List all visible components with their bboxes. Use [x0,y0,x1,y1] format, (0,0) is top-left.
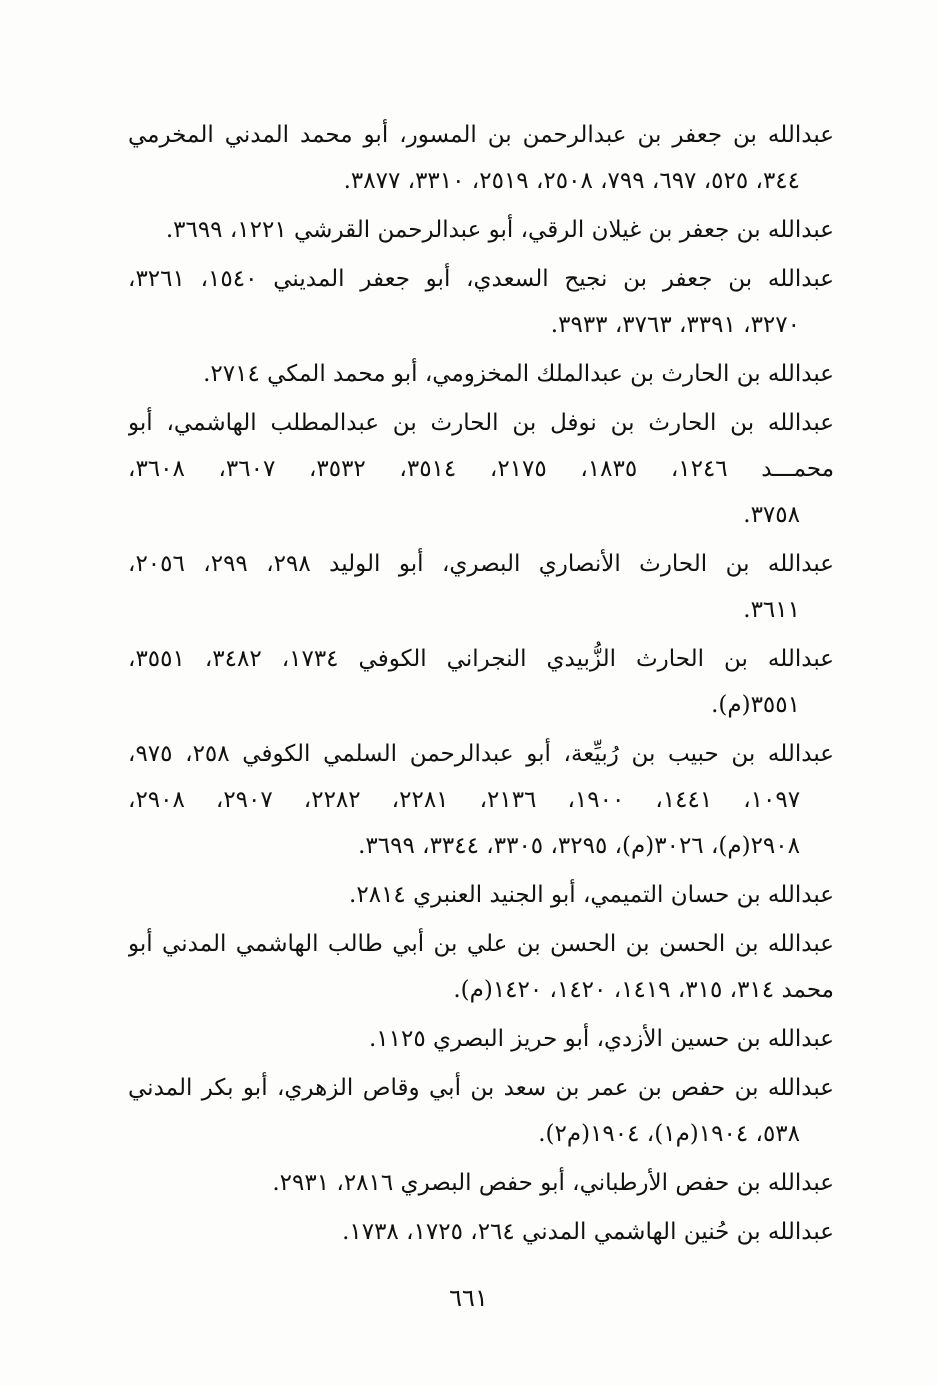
entry-line: عبدالله بن الحارث بن عبدالملك المخزومي، أبو محمد المكي ٢٧١٤. [203,361,834,387]
entry-line: عبدالله بن حفص الأرطباني، أبو حفص البصري ٢٨١٦، ٢٩٣١. [272,1170,834,1196]
narrator-index-list [128,112,834,1258]
entry-line: عبدالله بن الحارث الأنصاري البصري، أبو الوليد ٢٩٨، ٢٩٩، ٢٠٥٦، [128,551,834,577]
index-entry [128,1209,834,1255]
entry-line: عبدالله بن جعفر بن غيلان الرقي، أبو عبدالرحمن القرشي ١٢٢١، ٣٦٩٩. [165,217,834,243]
entry-line-continued: ٣٥٥١(م). [711,692,800,718]
entry-line-continued: ١٠٩٧، ١٤٤١، ١٩٠٠، ٢١٣٦، ٢٢٨١، ٢٢٨٢، ٢٩٠٧، ٢٩٠٨، [128,787,801,813]
entry-line: عبدالله بن حسان التميمي، أبو الجنيد العنبري ٢٨١٤. [349,882,834,908]
entry-line-continued: ٣٦١١. [743,597,800,623]
entry-line-continued: ٣٢٧٠، ٣٣٩١، ٣٧٦٣، ٣٩٣٣. [550,312,800,338]
index-entry [128,112,834,204]
index-entry [128,541,834,633]
entry-line: عبدالله بن حفص بن عمر بن سعد بن أبي وقاص الزهري، أبو بكر المدني [128,1075,834,1101]
entry-line: عبدالله بن حبيب بن رُبيِّعة، أبو عبدالرحمن السلمي الكوفي ٢٥٨، ٩٧٥، [128,741,834,767]
entry-line: عبدالله بن حسين الأزدي، أبو حريز البصري ١١٢٥. [368,1026,834,1052]
entry-line: عبدالله بن جعفر بن عبدالرحمن بن المسور، أبو محمد المدني المخرمي [128,122,834,148]
index-entry [128,872,834,918]
page-number: ٦٦١ [449,1284,488,1312]
index-entry [128,351,834,397]
entry-line-continued: ٣٤٤، ٥٢٥، ٦٩٧، ٧٩٩، ٢٥٠٨، ٢٥١٩، ٣٣١٠، ٣٨٧٧. [343,168,800,194]
index-entry [128,256,834,348]
entry-line: محمـــد ١٢٤٦، ١٨٣٥، ٢١٧٥، ٣٥١٤، ٣٥٣٢، ٣٦٠٧، ٣٦٠٨، [128,456,834,482]
index-entry [128,400,834,538]
index-entry [128,1160,834,1206]
entry-line-continued: محمد ٣١٤، ٣١٥، ١٤١٩، ١٤٢٠، ١٤٢٠(م). [453,977,834,1003]
index-entry [128,1016,834,1062]
entry-line: عبدالله بن الحارث الزُّبيدي النجراني الكوفي ١٧٣٤، ٣٤٨٢، ٣٥٥١، [128,646,834,672]
index-entry [128,731,834,869]
entry-line-continued: ٢٩٠٨(م)، ٣٠٢٦(م)، ٣٢٩٥، ٣٣٠٥، ٣٣٤٤، ٣٦٩٩. [358,833,800,859]
entry-line: عبدالله بن جعفر بن نجيح السعدي، أبو جعفر المديني ١٥٤٠، ٣٢٦١، [128,266,834,292]
index-entry [128,921,834,1013]
entry-line-continued: ٥٣٨، ١٩٠٤(م١)، ١٩٠٤(م٢). [538,1121,800,1147]
index-entry [128,1065,834,1157]
entry-line-continued: ٣٧٥٨. [743,502,800,528]
entry-line: عبدالله بن حُنين الهاشمي المدني ٢٦٤، ١٧٢٥، ١٧٣٨. [342,1219,834,1245]
entry-line: عبدالله بن الحسن بن الحسن بن علي بن أبي طالب الهاشمي المدني أبو [128,931,834,957]
index-entry [128,207,834,253]
entry-line: عبدالله بن الحارث بن نوفل بن الحارث بن عبدالمطلب الهاشمي، أبو [128,410,834,436]
index-entry [128,636,834,728]
